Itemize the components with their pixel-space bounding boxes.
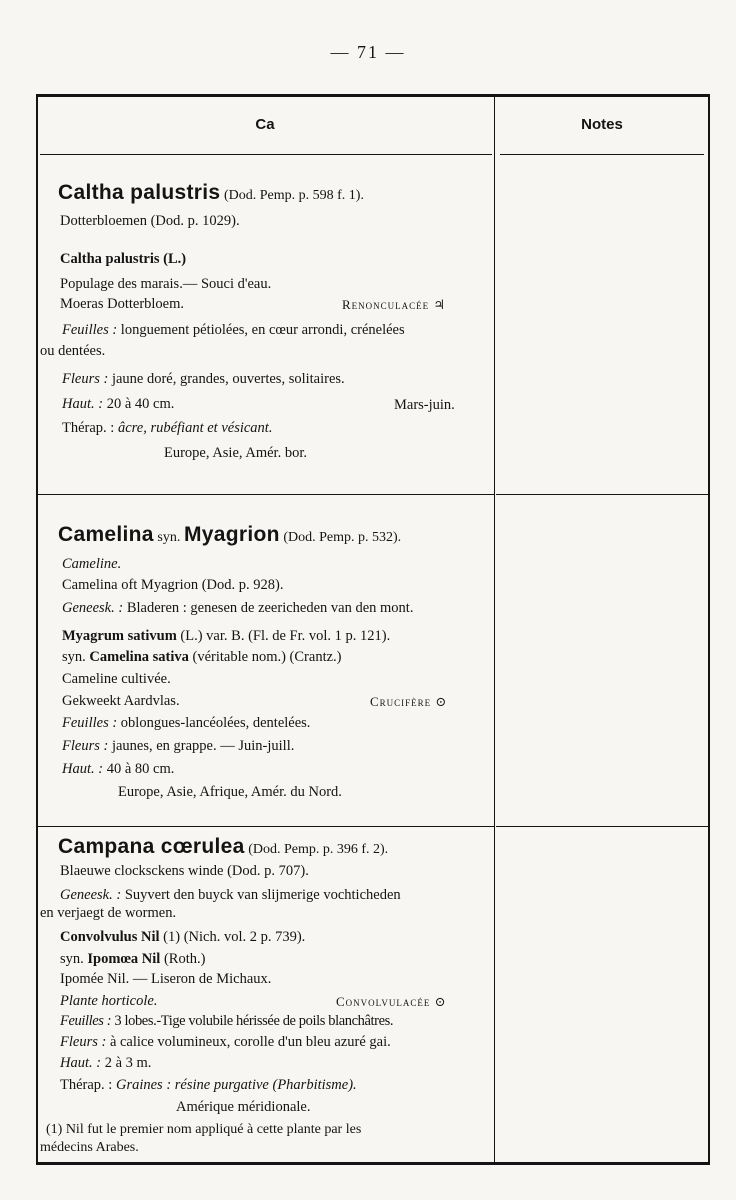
family-label: Crucifère ⊙	[370, 694, 448, 709]
field-label: syn.	[60, 951, 84, 967]
entry-title: Camelina	[58, 523, 154, 546]
field-label: Feuilles :	[62, 715, 118, 731]
entry-line: Dotterbloemen (Dod. p. 1029).	[60, 213, 240, 229]
entry-line	[60, 950, 205, 968]
entry-line	[62, 395, 174, 413]
field-value: 40 à 80 cm.	[106, 761, 175, 777]
entry-line	[62, 627, 390, 645]
entry-title-synonym: Myagrion	[183, 523, 280, 546]
field-label: Feuilles :	[60, 1013, 112, 1029]
botanical-name: Convolvulus Nil	[60, 929, 160, 945]
entry-line	[62, 419, 272, 437]
field-value: 2 à 3 m.	[104, 1055, 152, 1071]
field-label: Feuilles :	[62, 322, 118, 338]
field-label: Haut. :	[60, 1055, 102, 1071]
left-border	[36, 96, 38, 1163]
field-value: (L.) var. B. (Fl. de Fr. vol. 1 p. 121).	[180, 628, 391, 644]
entry-line	[60, 886, 401, 904]
entry-line: ou dentées.	[40, 343, 106, 359]
header-rule-left	[40, 154, 492, 155]
column-header-left: Ca	[255, 116, 275, 133]
column-header-notes: Notes	[581, 116, 623, 133]
entry-line: Mars-juin.	[394, 397, 455, 413]
botanical-name: Ipomœa Nil	[87, 951, 161, 967]
entry-line	[62, 760, 174, 778]
field-value: jaunes, en grappe. — Juin-juill.	[111, 738, 295, 754]
entry-line: Blaeuwe clocksckens winde (Dod. p. 707).	[60, 863, 309, 879]
entry-title-line	[58, 181, 364, 205]
field-value: longuement pétiolées, en cœur arrondi, crénelées	[120, 322, 405, 338]
entry-line: Europe, Asie, Amér. bor.	[164, 445, 307, 461]
field-value: 20 à 40 cm.	[106, 396, 175, 412]
field-value: (Roth.)	[163, 951, 206, 967]
field-value: à calice volumineux, corolle d'un bleu azuré gai.	[109, 1034, 391, 1050]
entry-title: Campana cœrulea	[58, 835, 245, 858]
page-number: — 71 —	[330, 42, 406, 62]
bottom-rule	[36, 1162, 710, 1165]
entry-line: Camelina oft Myagrion (Dod. p. 928).	[62, 577, 284, 593]
field-value: Graines : résine purgative (Pharbitisme).	[115, 1077, 357, 1093]
botanical-name: Camelina sativa	[89, 649, 189, 665]
entry-line: Cameline cultivée.	[62, 671, 171, 687]
separator-right	[496, 494, 708, 495]
entry-title: Caltha palustris	[58, 181, 221, 204]
family-label: Renonculacée ♃	[342, 297, 447, 312]
entry-line	[62, 599, 413, 617]
footnote: médecins Arabes.	[40, 1140, 139, 1155]
separator-left	[36, 826, 494, 827]
entry-line	[60, 1033, 391, 1051]
entry-title-ref: (Dod. Pemp. p. 532).	[283, 530, 402, 545]
entry-line	[62, 370, 345, 388]
entry-line	[62, 321, 405, 339]
field-label: Haut. :	[62, 761, 104, 777]
entry-line	[60, 928, 305, 946]
field-value: âcre, rubéfiant et vésicant.	[117, 420, 273, 436]
field-value: Suyvert den buyck van slijmerige vochticheden	[124, 887, 401, 903]
entry-line: Cameline.	[62, 556, 122, 572]
entry-line	[60, 1012, 393, 1030]
header-rule-right	[500, 154, 704, 155]
entry-line: Europe, Asie, Afrique, Amér. du Nord.	[118, 784, 342, 800]
entry-title-line	[58, 523, 402, 547]
family-label: Convolvulacée ⊙	[336, 994, 447, 1009]
entry-line: Caltha palustris (L.)	[60, 251, 187, 267]
entry-line	[62, 737, 294, 755]
entry-line: Plante horticole.	[60, 993, 158, 1009]
field-label: Geneesk. :	[62, 600, 124, 616]
separator-left	[36, 494, 494, 495]
field-label: Fleurs :	[60, 1034, 107, 1050]
field-label: Thérap. :	[60, 1077, 113, 1093]
footnote: (1) Nil fut le premier nom appliqué à cette plante par les	[46, 1122, 362, 1137]
entry-title-ref: (Dod. Pemp. p. 598 f. 1).	[223, 188, 364, 203]
entry-line	[62, 648, 341, 666]
entry-title-line	[58, 835, 389, 859]
field-label: Fleurs :	[62, 371, 109, 387]
entry-line: Populage des marais.— Souci d'eau.	[60, 276, 272, 292]
entry-line: Amérique méridionale.	[176, 1099, 311, 1115]
table-frame	[36, 94, 710, 1166]
field-value: Bladeren : genesen de zeericheden van den mont.	[126, 600, 414, 616]
field-value: jaune doré, grandes, ouvertes, solitaires.	[111, 371, 345, 387]
field-label: Fleurs :	[62, 738, 109, 754]
entry-line: Gekweekt Aardvlas.	[62, 693, 180, 709]
entry-line	[60, 1076, 357, 1094]
field-label: Thérap. :	[62, 420, 115, 436]
entry-line	[62, 714, 310, 732]
right-border	[708, 96, 710, 1163]
field-label: syn.	[62, 649, 86, 665]
field-value: 3 lobes.-Tige volubile hérissée de poils blanchâtres.	[114, 1013, 394, 1029]
entry-line	[60, 1054, 151, 1072]
entry-line: en verjaegt de wormen.	[40, 905, 177, 921]
entry-line: Ipomée Nil. — Liseron de Michaux.	[60, 971, 272, 987]
field-label: Geneesk. :	[60, 887, 122, 903]
field-value: oblongues-lancéolées, dentelées.	[120, 715, 311, 731]
column-divider	[494, 96, 495, 1163]
botanical-name: Myagrum sativum	[62, 628, 177, 644]
separator-right	[496, 826, 708, 827]
field-value: (1) (Nich. vol. 2 p. 739).	[163, 929, 306, 945]
field-label: Haut. :	[62, 396, 104, 412]
entry-title-syn: syn.	[157, 530, 181, 545]
field-value: (véritable nom.) (Crantz.)	[192, 649, 342, 665]
top-rule	[36, 94, 710, 97]
entry-line: Moeras Dotterbloem.	[60, 296, 185, 312]
entry-title-ref: (Dod. Pemp. p. 396 f. 2).	[248, 842, 389, 857]
